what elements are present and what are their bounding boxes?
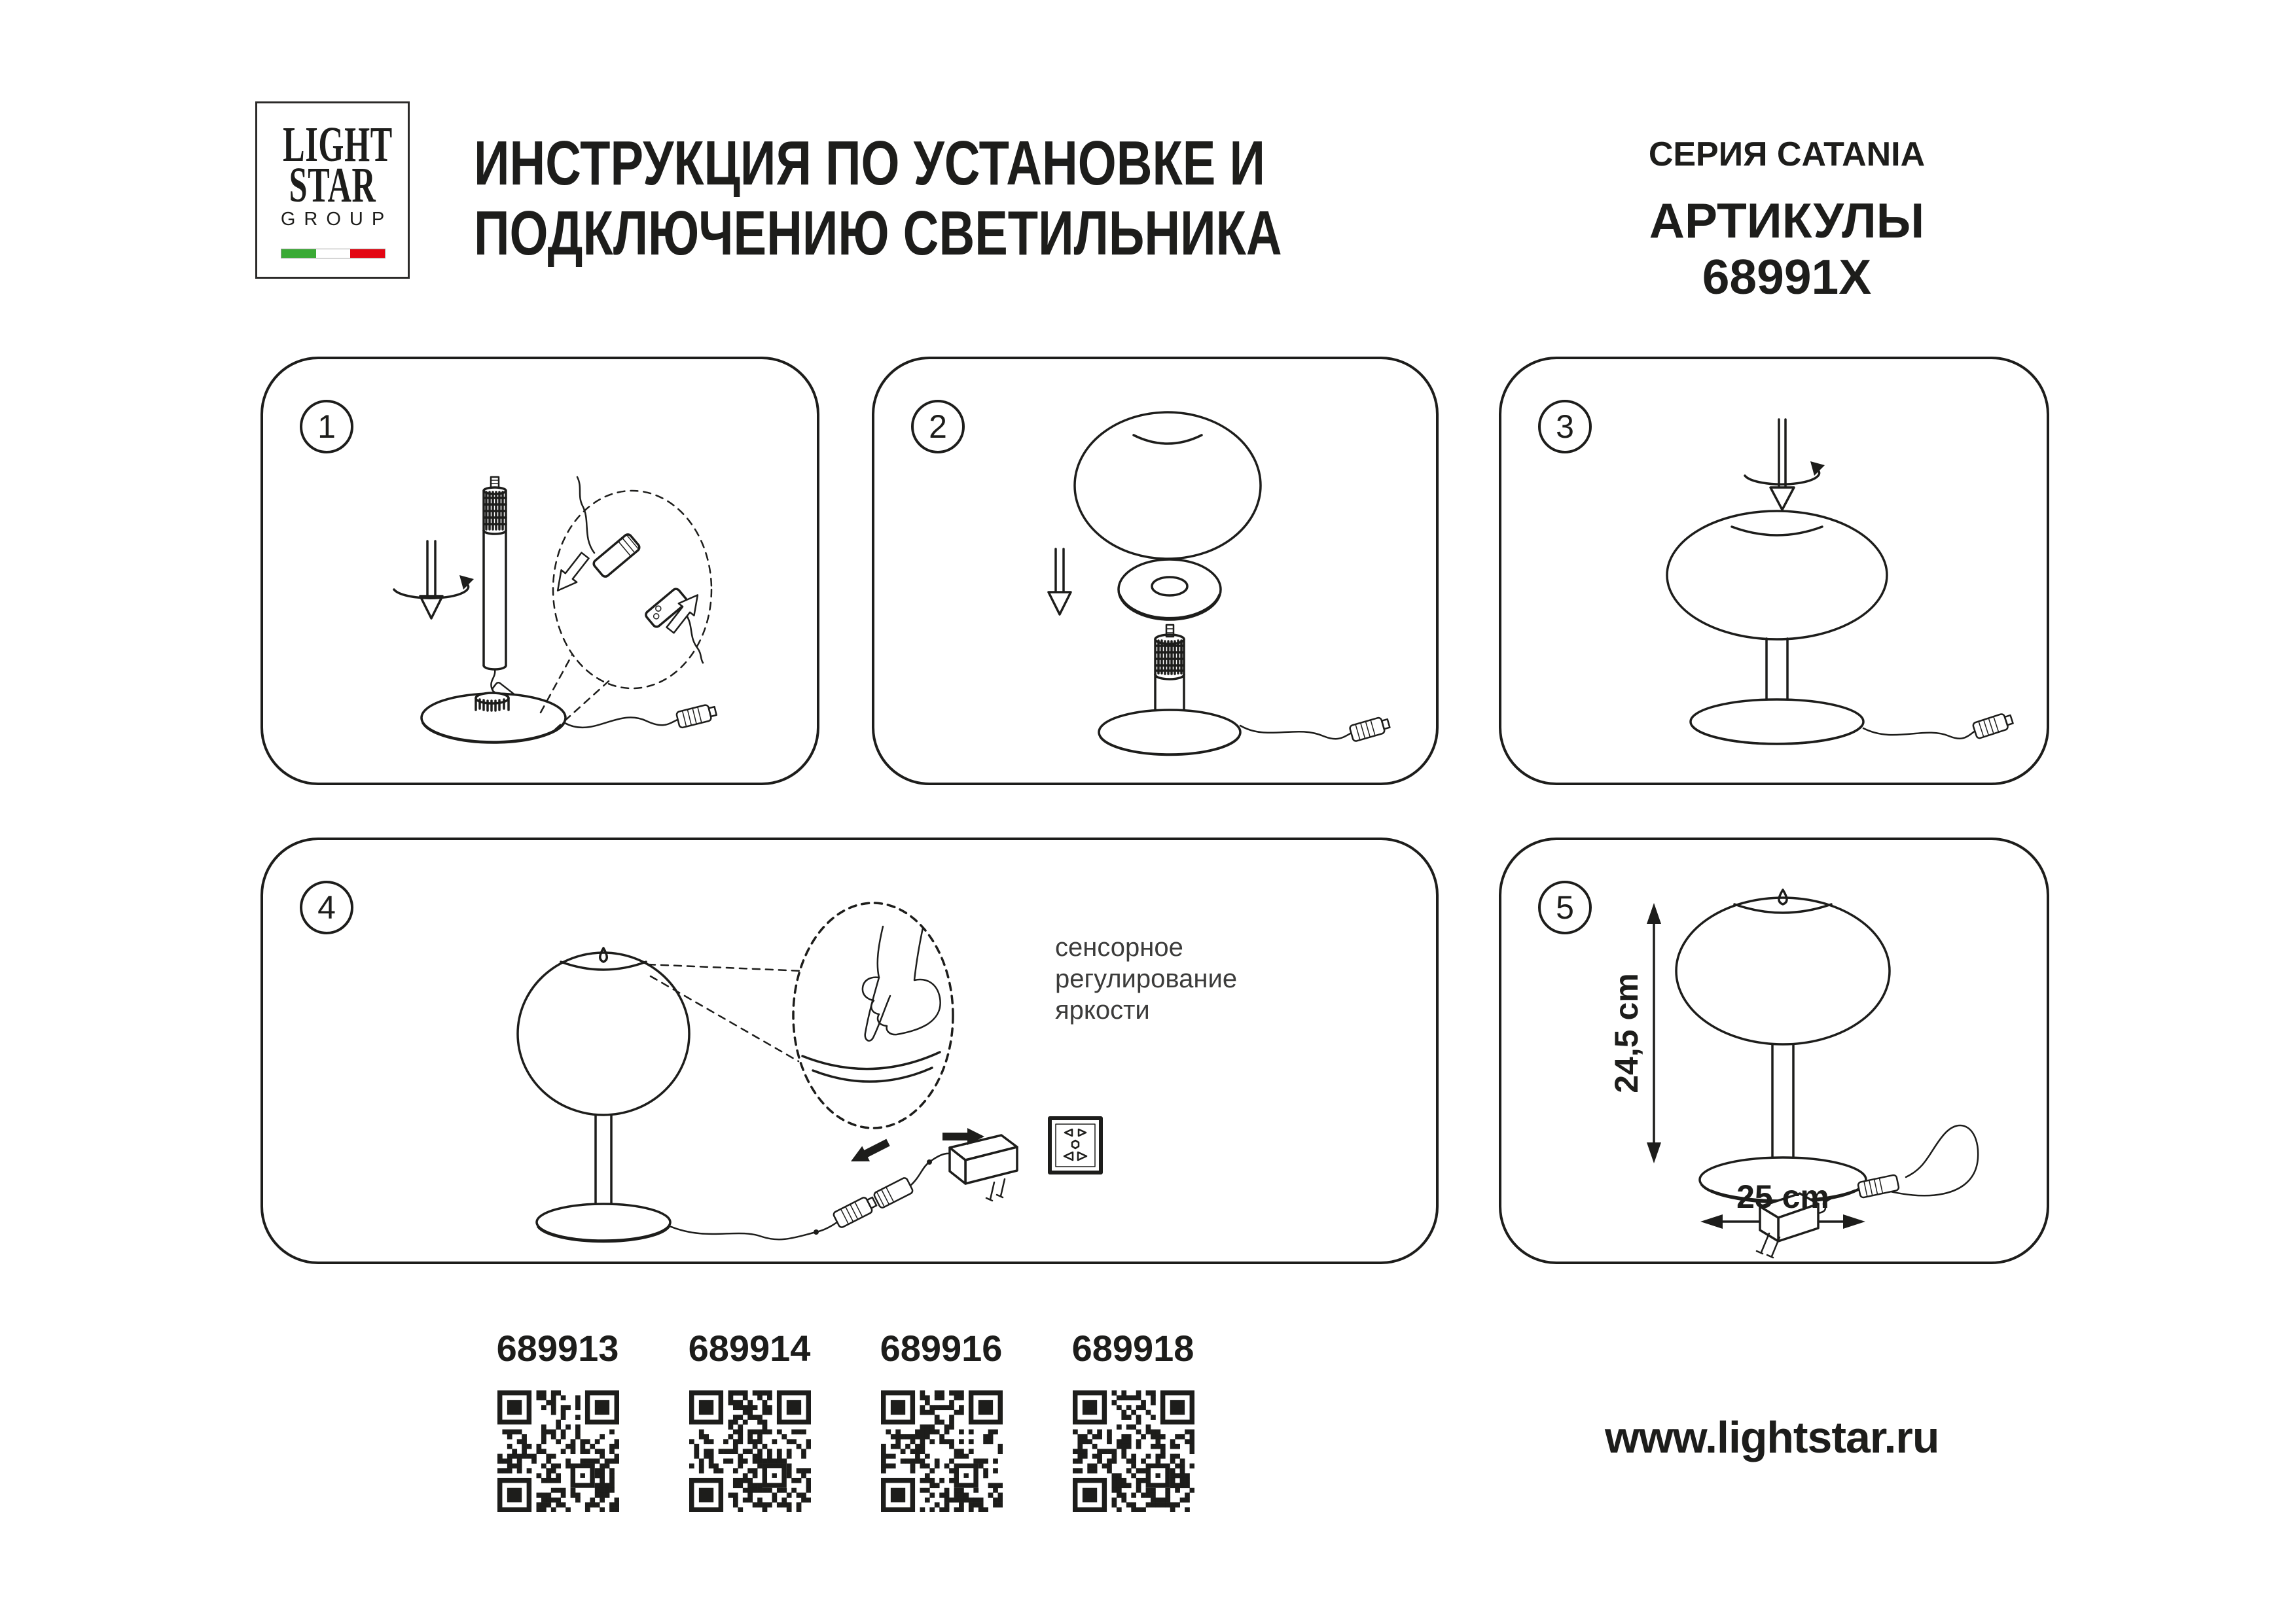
touch-hand-icon: [863, 927, 941, 1041]
articles-code: АРТИКУЛЫ 68991X: [1649, 193, 1925, 304]
rotate-down-arrow-icon: [1745, 419, 1825, 510]
step-2-illustration: [874, 359, 1436, 783]
cord-plug: [1973, 711, 2015, 739]
note-line-3: яркости: [1055, 996, 1150, 1025]
cord-connector-male: [833, 1194, 878, 1229]
step-4-panel: [260, 838, 1439, 1264]
article-number-4: 689918: [1071, 1328, 1194, 1369]
qr-code-689918: [1073, 1390, 1194, 1512]
lamp-shade: [1676, 890, 1890, 1044]
lamp-base: [422, 693, 565, 743]
touch-dimming-note: [1055, 932, 1237, 1026]
logo-word-star: STAR: [289, 158, 376, 213]
down-arrow-icon: [1049, 549, 1071, 614]
touch-control-callout: [648, 903, 953, 1128]
lightstar-logo: [255, 101, 410, 279]
width-dimension-label: 25 cm: [1736, 1178, 1829, 1215]
note-line-2: регулирование: [1055, 964, 1238, 993]
power-cord: [1863, 711, 2014, 739]
wall-socket-icon: [1050, 1118, 1101, 1173]
cord-connector-female: [873, 1177, 914, 1209]
article-number-2: 689914: [688, 1328, 811, 1369]
unplug-arrow-icon: [550, 550, 593, 597]
step-5-number-badge: 5: [1538, 881, 1592, 934]
lamp-shade: [518, 948, 689, 1115]
page-title: [474, 128, 1497, 268]
series-name: СЕРИЯ CATANIA: [1648, 135, 1926, 173]
lamp-base: [1099, 710, 1240, 754]
step-3-illustration: [1501, 359, 2047, 783]
power-adapter: [950, 1135, 1017, 1201]
step-2-number-badge: 2: [911, 400, 965, 453]
step-5-panel: [1499, 838, 2049, 1264]
article-number-1: 689913: [496, 1328, 619, 1369]
logo-word-light: LIGHT: [283, 117, 393, 172]
step-2-panel: [872, 357, 1439, 785]
step-4-number-badge: 4: [300, 881, 353, 934]
flag-red-segment: [350, 249, 385, 258]
knurl-texture: [484, 492, 506, 529]
height-dimension-label: 24,5 cm: [1608, 973, 1645, 1093]
article-number-3: 689916: [880, 1328, 1003, 1369]
hub-thread-texture: [480, 699, 504, 711]
logo-word-group: GROUP: [280, 209, 393, 230]
lamp-pole: [484, 477, 506, 701]
title-line-1: ИНСТРУКЦИЯ ПО УСТАНОВКЕ И: [474, 128, 1265, 198]
female-connector-icon: [592, 533, 641, 578]
website-url: www.lightstar.ru: [1605, 1413, 1939, 1462]
cord-plug: [1349, 715, 1391, 741]
unplug-arrow-icon: [847, 1135, 892, 1169]
qr-code-689913: [497, 1390, 619, 1512]
title-line-2: ПОДКЛЮЧЕНИЮ СВЕТИЛЬНИКА: [474, 198, 1282, 268]
cord-plug: [676, 703, 717, 728]
washer-disc: [1119, 559, 1221, 620]
italian-flag-bar: [281, 249, 386, 258]
series-block: [1590, 135, 1983, 305]
qr-code-689916: [881, 1390, 1003, 1512]
power-cord: [1240, 715, 1391, 741]
lamp-base: [1691, 699, 1863, 744]
step-1-number-badge: 1: [300, 400, 353, 453]
step-3-panel: [1499, 357, 2049, 785]
step-3-number-badge: 3: [1538, 400, 1592, 453]
lamp-shade: [1667, 511, 1887, 639]
step-1-illustration: [263, 359, 817, 783]
lamp-shade: [1075, 412, 1261, 559]
flag-green-segment: [281, 249, 316, 258]
connector-detail-callout: [541, 477, 711, 730]
lamp-base: [537, 1204, 670, 1241]
power-cord: [670, 1154, 950, 1239]
lamp-pole: [1772, 1044, 1793, 1174]
knurl-texture: [1156, 641, 1183, 674]
rotate-down-arrow-icon: [394, 541, 474, 618]
note-line-1: сенсорное: [1055, 933, 1183, 962]
power-cord: [565, 703, 717, 728]
qr-code-689914: [689, 1390, 811, 1512]
step-4-illustration: [263, 840, 1436, 1262]
lamp-pole: [596, 1115, 611, 1218]
flag-white-segment: [316, 249, 351, 258]
step-1-panel: [260, 357, 819, 785]
